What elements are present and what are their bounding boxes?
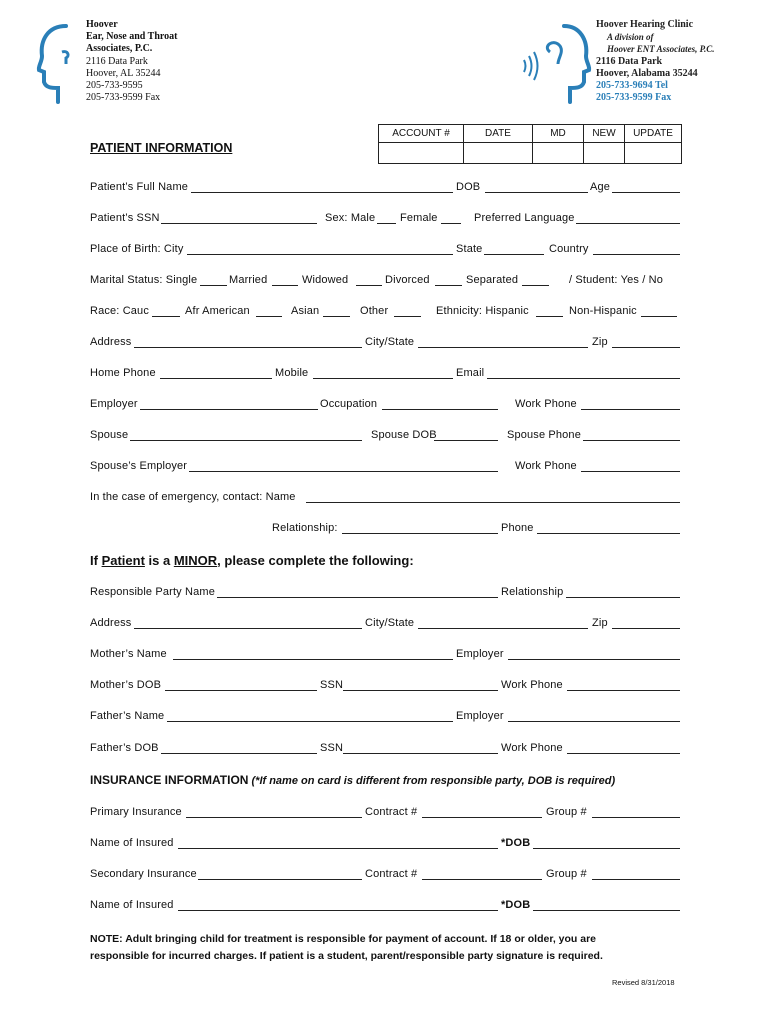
- field-fathers-name[interactable]: [167, 721, 453, 722]
- label-contract-2: Contract #: [365, 868, 418, 880]
- field-city-state[interactable]: [418, 347, 588, 348]
- field-rp-relationship[interactable]: [566, 597, 680, 598]
- row-name-of-insured-2: [90, 899, 680, 915]
- date-header: DATE: [464, 125, 533, 143]
- field-relationship[interactable]: [342, 533, 498, 534]
- label-mobile: Mobile: [275, 367, 309, 379]
- label-ssn: Patient’s SSN: [90, 212, 160, 224]
- label-separated: Separated: [466, 274, 519, 286]
- field-minor-zip[interactable]: [612, 628, 680, 629]
- row-ssn: [90, 212, 680, 228]
- note-line-2: responsible for incurred charges. If patient is a student, parent/responsible party signature is required.: [90, 950, 603, 962]
- label-place-of-birth: Place of Birth: City: [90, 243, 184, 255]
- label-address: Address: [90, 336, 132, 348]
- field-widowed[interactable]: [356, 285, 382, 286]
- field-minor-city-state[interactable]: [418, 628, 588, 629]
- new-header: NEW: [584, 125, 625, 143]
- field-minor-address[interactable]: [134, 628, 362, 629]
- field-separated[interactable]: [522, 285, 549, 286]
- field-non-hispanic[interactable]: [641, 316, 677, 317]
- field-hispanic[interactable]: [536, 316, 563, 317]
- label-mothers-name: Mother’s Name: [90, 648, 167, 660]
- row-primary-insurance: [90, 806, 680, 822]
- field-work-phone[interactable]: [581, 409, 680, 410]
- label-mother-ssn: SSN: [320, 679, 344, 691]
- revision-date: Revised 8/31/2018: [612, 978, 675, 987]
- label-age: Age: [590, 181, 611, 193]
- minor-heading-pre: If: [90, 553, 102, 568]
- row-full-name: [90, 181, 680, 197]
- row-fathers-dob: [90, 742, 680, 758]
- label-work-phone-2: Work Phone: [515, 460, 577, 472]
- md-cell[interactable]: [533, 143, 584, 164]
- label-responsible-party: Responsible Party Name: [90, 586, 215, 598]
- hearing-clinic-logo: [520, 22, 592, 104]
- row-minor-address: [90, 617, 680, 633]
- label-sex-male: Sex: Male: [325, 212, 376, 224]
- field-divorced[interactable]: [435, 285, 462, 286]
- label-ethnicity-hispanic: Ethnicity: Hispanic: [436, 305, 529, 317]
- label-asian: Asian: [291, 305, 320, 317]
- field-father-ssn[interactable]: [343, 753, 498, 754]
- minor-heading: [90, 553, 414, 568]
- label-minor-zip: Zip: [592, 617, 608, 629]
- label-father-work-phone: Work Phone: [501, 742, 563, 754]
- field-preferred-language[interactable]: [576, 223, 680, 224]
- label-state: State: [456, 243, 483, 255]
- account-header: ACCOUNT #: [379, 125, 464, 143]
- office-use-table: [378, 124, 682, 164]
- clinic-name: Hoover Hearing Clinic: [596, 19, 694, 30]
- field-mothers-name[interactable]: [173, 659, 453, 660]
- practice-fax: 205-733-9599 Fax: [86, 92, 161, 104]
- label-full-name: Patient’s Full Name: [90, 181, 189, 193]
- row-relationship: [90, 522, 680, 538]
- label-dob: DOB: [456, 181, 481, 193]
- row-mothers-dob: [90, 679, 680, 695]
- field-spouse-dob[interactable]: [434, 440, 498, 441]
- field-secondary-insurance[interactable]: [198, 879, 362, 880]
- insurance-heading-text: INSURANCE INFORMATION: [90, 773, 249, 787]
- update-cell[interactable]: [625, 143, 682, 164]
- label-mothers-dob: Mother’s DOB: [90, 679, 162, 691]
- ent-head-logo: [36, 22, 80, 104]
- new-cell[interactable]: [584, 143, 625, 164]
- label-rp-relationship: Relationship: [501, 586, 564, 598]
- row-spouse: [90, 429, 680, 445]
- practice-header: [86, 19, 178, 104]
- row-secondary-insurance: [90, 868, 680, 884]
- practice-name-2: Ear, Nose and Throat: [86, 31, 178, 43]
- date-cell[interactable]: [464, 143, 533, 164]
- label-name-of-insured-2: Name of Insured: [90, 899, 174, 911]
- label-fathers-dob: Father’s DOB: [90, 742, 159, 754]
- field-full-name[interactable]: [191, 192, 453, 193]
- field-mothers-dob[interactable]: [165, 690, 317, 691]
- row-phones: [90, 367, 680, 383]
- field-insured-dob-2[interactable]: [533, 910, 680, 911]
- field-emergency-name[interactable]: [306, 502, 680, 503]
- field-dob[interactable]: [485, 192, 588, 193]
- row-spouse-employer: [90, 460, 680, 476]
- practice-address-1: 2116 Data Park: [86, 55, 148, 67]
- field-name-of-insured[interactable]: [178, 848, 498, 849]
- account-cell[interactable]: [379, 143, 464, 164]
- row-mothers-name: [90, 648, 680, 664]
- label-group: Group #: [546, 806, 587, 818]
- responsibility-note: [90, 931, 690, 965]
- field-mother-employer[interactable]: [508, 659, 680, 660]
- label-preferred-language: Preferred Language: [474, 212, 575, 224]
- row-emergency: [90, 491, 680, 507]
- clinic-address-2: Hoover, Alabama 35244: [596, 67, 698, 79]
- field-home-phone[interactable]: [160, 378, 272, 379]
- label-contract: Contract #: [365, 806, 418, 818]
- field-contract-2[interactable]: [422, 879, 542, 880]
- label-secondary-insurance: Secondary Insurance: [90, 868, 197, 880]
- practice-name-1: Hoover: [86, 19, 118, 30]
- field-mobile[interactable]: [313, 378, 453, 379]
- minor-heading-post: , please complete the following:: [217, 553, 414, 568]
- field-group[interactable]: [592, 817, 680, 818]
- label-employer: Employer: [90, 398, 138, 410]
- label-non-hispanic: Non-Hispanic: [569, 305, 637, 317]
- field-mother-ssn[interactable]: [343, 690, 498, 691]
- minor-heading-mid: is a: [144, 553, 174, 568]
- label-widowed: Widowed: [302, 274, 349, 286]
- field-emergency-phone[interactable]: [537, 533, 680, 534]
- insurance-heading-note: (*If name on card is different from responsible party, DOB is required): [248, 775, 616, 787]
- label-minor-city-state: City/State: [365, 617, 415, 629]
- minor-heading-minor: MINOR: [173, 553, 218, 568]
- clinic-tel: 205-733-9694 Tel: [596, 80, 668, 92]
- field-responsible-party[interactable]: [217, 597, 498, 598]
- insurance-heading: [90, 773, 615, 787]
- label-other: Other: [360, 305, 389, 317]
- label-student: / Student: Yes / No: [569, 274, 663, 286]
- label-father-ssn: SSN: [320, 742, 344, 754]
- label-mother-employer: Employer: [456, 648, 504, 660]
- minor-heading-patient: Patient: [101, 553, 145, 568]
- page-title: PATIENT INFORMATION: [90, 141, 233, 155]
- label-divorced: Divorced: [385, 274, 430, 286]
- practice-address-2: Hoover, AL 35244: [86, 67, 161, 79]
- label-spouse-employer: Spouse’s Employer: [90, 460, 188, 472]
- label-emergency: In the case of emergency, contact: Name: [90, 491, 296, 503]
- field-occupation[interactable]: [382, 409, 498, 410]
- label-spouse-phone: Spouse Phone: [507, 429, 581, 441]
- field-mother-work-phone[interactable]: [567, 690, 680, 691]
- practice-name-3: Associates, P.C.: [86, 43, 153, 55]
- row-race: [90, 305, 680, 321]
- field-asian[interactable]: [323, 316, 350, 317]
- label-work-phone: Work Phone: [515, 398, 577, 410]
- field-married[interactable]: [272, 285, 298, 286]
- clinic-address-1: 2116 Data Park: [596, 55, 663, 67]
- field-employer[interactable]: [140, 409, 318, 410]
- label-afr-american: Afr American: [185, 305, 250, 317]
- division-line-1: A division of: [607, 32, 654, 43]
- field-spouse-phone[interactable]: [583, 440, 680, 441]
- label-phone: Phone: [501, 522, 534, 534]
- field-spouse[interactable]: [130, 440, 362, 441]
- field-insured-dob[interactable]: [533, 848, 680, 849]
- row-address: [90, 336, 680, 352]
- field-email[interactable]: [487, 378, 680, 379]
- row-fathers-name: [90, 710, 680, 726]
- field-age[interactable]: [612, 192, 680, 193]
- clinic-fax: 205-733-9599 Fax: [596, 92, 672, 104]
- field-male[interactable]: [377, 223, 396, 224]
- label-insured-dob: *DOB: [501, 837, 531, 849]
- label-name-of-insured: Name of Insured: [90, 837, 174, 849]
- field-primary-insurance[interactable]: [186, 817, 362, 818]
- field-birth-city[interactable]: [187, 254, 453, 255]
- note-line-1: NOTE: Adult bringing child for treatment is responsible for payment of account. If 18 or older, you are: [90, 933, 597, 945]
- field-name-of-insured-2[interactable]: [178, 910, 498, 911]
- field-spouse-employer[interactable]: [189, 471, 498, 472]
- label-female: Female: [400, 212, 438, 224]
- row-marital-status: [90, 274, 680, 290]
- label-country: Country: [549, 243, 589, 255]
- label-insured-dob-2: *DOB: [501, 899, 531, 911]
- label-fathers-name: Father’s Name: [90, 710, 165, 722]
- field-spouse-work-phone[interactable]: [581, 471, 680, 472]
- field-ssn[interactable]: [161, 223, 317, 224]
- field-address[interactable]: [134, 347, 362, 348]
- label-email: Email: [456, 367, 485, 379]
- label-married: Married: [229, 274, 268, 286]
- field-father-work-phone[interactable]: [567, 753, 680, 754]
- field-birth-state[interactable]: [484, 254, 544, 255]
- practice-phone: 205-733-9595: [86, 80, 143, 92]
- clinic-header: [596, 19, 715, 104]
- label-group-2: Group #: [546, 868, 587, 880]
- field-female[interactable]: [441, 223, 461, 224]
- label-zip: Zip: [592, 336, 608, 348]
- label-marital-single: Marital Status: Single: [90, 274, 198, 286]
- field-contract[interactable]: [422, 817, 542, 818]
- update-header: UPDATE: [625, 125, 682, 143]
- label-primary-insurance: Primary Insurance: [90, 806, 182, 818]
- label-mother-work-phone: Work Phone: [501, 679, 563, 691]
- field-father-employer[interactable]: [508, 721, 680, 722]
- label-spouse: Spouse: [90, 429, 129, 441]
- field-afr-american[interactable]: [256, 316, 282, 317]
- division-line-2: Hoover ENT Associates, P.C.: [607, 44, 715, 55]
- label-race-cauc: Race: Cauc: [90, 305, 149, 317]
- row-name-of-insured: [90, 837, 680, 853]
- field-single[interactable]: [200, 285, 227, 286]
- field-zip[interactable]: [612, 347, 680, 348]
- field-birth-country[interactable]: [593, 254, 680, 255]
- row-employer: [90, 398, 680, 414]
- label-home-phone: Home Phone: [90, 367, 156, 379]
- label-relationship: Relationship:: [272, 522, 338, 534]
- row-place-of-birth: [90, 243, 680, 259]
- label-spouse-dob: Spouse DOB: [371, 429, 437, 441]
- label-father-employer: Employer: [456, 710, 504, 722]
- label-city-state: City/State: [365, 336, 415, 348]
- field-fathers-dob[interactable]: [161, 753, 317, 754]
- field-cauc[interactable]: [152, 316, 180, 317]
- row-responsible-party: [90, 586, 680, 602]
- md-header: MD: [533, 125, 584, 143]
- label-occupation: Occupation: [320, 398, 378, 410]
- field-group-2[interactable]: [592, 879, 680, 880]
- label-minor-address: Address: [90, 617, 132, 629]
- field-other[interactable]: [394, 316, 421, 317]
